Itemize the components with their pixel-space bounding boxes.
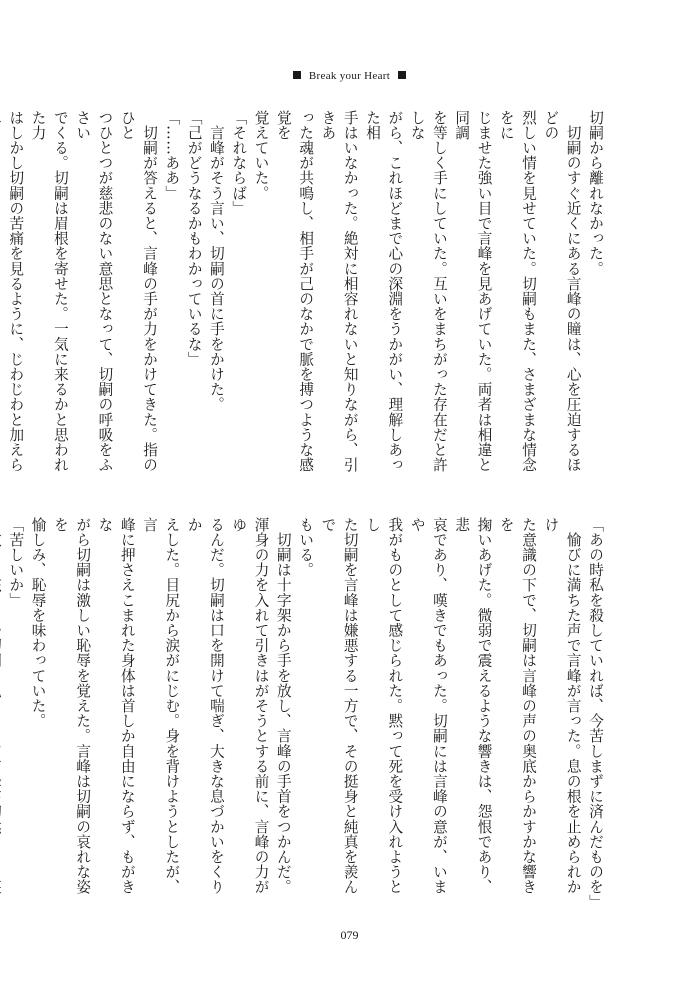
text-line: った魂が共鳴し、相手が己のなかで脈を搏つような感覚を [274,110,315,473]
text-line: 切嗣のすぐ近くにある言峰の瞳は、心を圧迫するほどの [542,110,582,473]
text-line: 切嗣から離れなかった。 [587,110,604,277]
text-line: でくる。切嗣は眉根を寄せた。一気に来るかと思われた力 [29,110,69,473]
text-line: がら切嗣は激しい恥辱を覚えた。言峰は切嗣の哀れな姿を [51,517,92,895]
text-line: 哀であり、嘆きでもあった。切嗣には言峰の意が、いまや [408,517,448,895]
text-line: 渾身の力を入れて引きはがそうとする前に、言峰の力がゆ [230,517,270,895]
text-line: た意識の下で、切嗣は言峰の声の奥底からかすかな響きを [497,517,538,895]
running-header [0,70,699,82]
text-line: 峰に押さえこまれた身体は首しか自由にならず、もがきな [96,517,136,895]
text-line: がら、これほどまで心の深淵をうかがい、理解しあった相 [364,110,404,473]
lower-text-block [7,517,606,910]
text-line: 「……ああ」 [163,110,181,201]
text-line: 切嗣が答えると、言峰の手が力をかけてきた。指のひと [118,110,159,473]
text-line: 手はいなかった。絶対に相容れないと知りながら、引きあ [319,110,359,473]
text-line: 「それならば」 [230,110,248,216]
text-line: 烈しい情を見せていた。切嗣もまた、さまざまな情念をに [497,110,538,473]
text-line: もいる。 [297,517,315,578]
text-line: じませた強い目で言峰を見あげていた。両者は相違と同調 [453,110,493,473]
text-line: 愉しみ、恥辱を味わっていた。 [29,517,47,729]
text-line: るんだ。切嗣は口を開けて喘ぎ、大きな息づかいをくりか [185,517,225,895]
text-line: はしかし切嗣の苦痛を見るように、じわじわと加えら [7,110,25,473]
square-mark-left-icon [293,71,301,79]
upper-text-block [7,110,606,475]
text-line: 掬いあげた。微弱で震えるような響きは、怨恨であり、悲 [453,517,493,895]
text-line: 「己がどうなるかもわかっているな」 [185,110,203,367]
text-line: を等しく手にしていた。互いをまちがった存在だと許しな [408,110,448,473]
text-line: 我がものとして感じられた。黙って死を受け入れようとし [364,517,404,895]
header-title: Break your Heart [308,70,391,82]
text-line: た切嗣を言峰は嫌悪する一方で、その挺身と純真を羨んで [319,517,359,895]
text-line: 「あの時私を殺していれば、今苦しまずに済んだものを」 [587,517,604,910]
text-line: 「苦しいか」 [7,517,25,608]
text-line: 切嗣は十字架から手を放し、言峰の手首をつかんだ。 [274,517,292,895]
square-mark-right-icon [398,71,406,79]
text-line [0,517,4,909]
text-line: つひとつが慈悲のない意思となって、切嗣の呼吸をふさい [74,110,114,473]
text-line: 愉びに満ちた声で言峰が言った。息の根を止められかけ [542,517,582,895]
text-line: 覚えていた。 [252,110,270,201]
page-number: 079 [340,928,359,942]
text-line: 言峰がそう言い、切嗣の首に手をかけた。 [207,110,225,412]
text-line: えした。目尻から涙がにじむ。身を背けようとしたが、言 [141,517,181,895]
